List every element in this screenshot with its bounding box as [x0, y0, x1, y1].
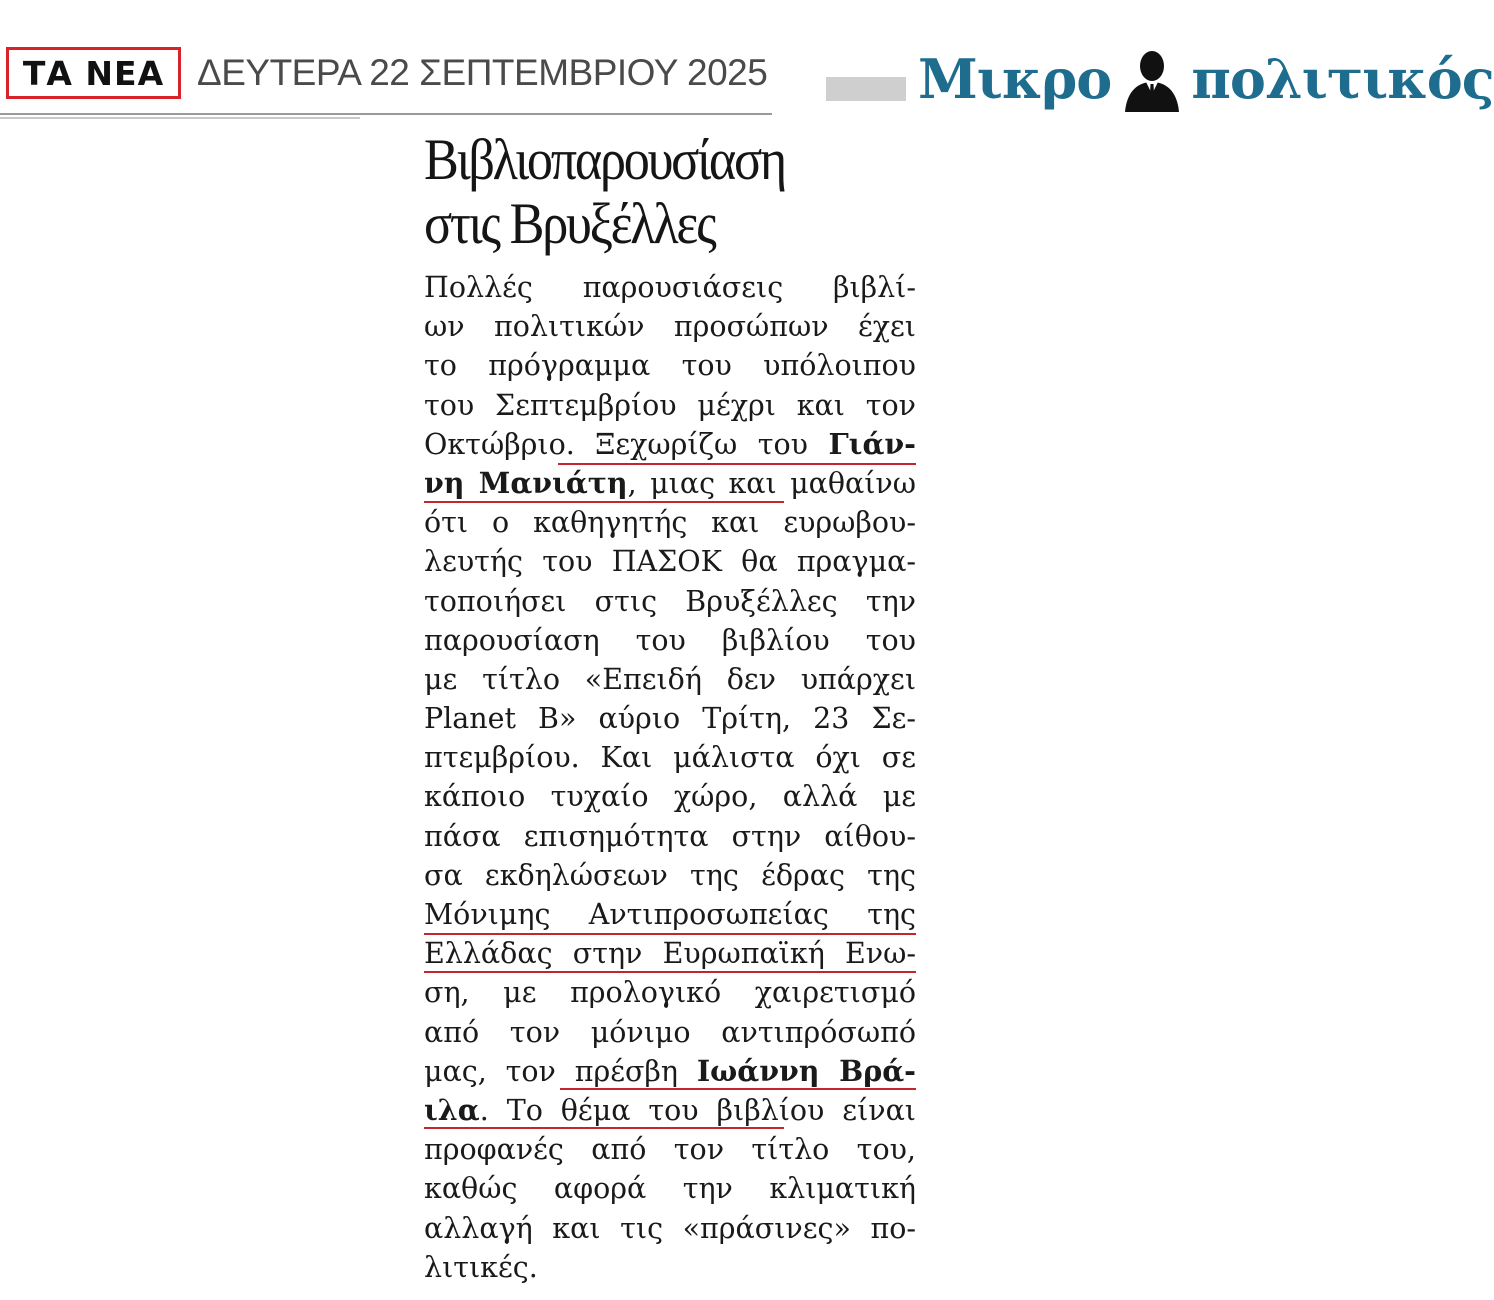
masthead-date: ΔΕΥΤΕΡΑ 22 ΣΕΠΤΕΜΒΡΙΟΥ 2025 [197, 52, 768, 93]
highlight-underline [560, 1088, 916, 1090]
body-line-14: κάποιο τυχαίο χώρο, αλλά με [424, 780, 916, 814]
body-line-4: του Σεπτεμβρίου μέχρι και τον [424, 388, 916, 422]
body-text: Οκτώβριο. Ξεχωρίζω του [424, 427, 829, 461]
headline-line-2: στις Βρυξέλλες [424, 191, 715, 256]
body-line-26: λιτικές. [424, 1250, 538, 1284]
masthead-paper-name: ΤΑ ΝΕΑ [22, 53, 165, 93]
article-headline [424, 128, 892, 256]
suited-man-silhouette-icon [1117, 44, 1187, 114]
body-line-7: ότι ο καθηγητής και ευρωβου- [424, 506, 916, 540]
body-text: . Το θέμα του βιβλίου είναι [479, 1093, 916, 1127]
masthead-paper-box [6, 47, 181, 99]
body-line-19: ση, με προλογικό χαιρετισμό [424, 976, 916, 1010]
body-line-8: λευτής του ΠΑΣΟΚ θα πραγμα- [424, 545, 916, 579]
body-line-17: Μόνιμης Αντιπροσωπείας της [424, 898, 916, 931]
body-line-9: τοποιήσει στις Βρυξέλλες την [424, 584, 916, 618]
body-line-11: με τίτλο «Επειδή δεν υπάρχει [424, 662, 916, 696]
body-line-1: Πολλές παρουσιάσεις βιβλί- [424, 271, 916, 304]
person-name: Ιωάννη Βρά- [696, 1053, 916, 1088]
body-text: , μιας και μαθαίνω [627, 466, 916, 500]
body-line-5 [424, 425, 916, 464]
column-logo [918, 44, 1494, 114]
body-line-13: πτεμβρίου. Και μάλιστα όχι σε [424, 741, 916, 775]
highlight-underline [424, 933, 916, 935]
body-line-16: σα εκδηλώσεων της έδρας της [424, 858, 916, 892]
body-line-2: ων πολιτικών προσώπων έχει [424, 310, 916, 344]
column-name-left: Μικρο [918, 47, 1112, 111]
body-line-20: από τον μόνιμο αντιπρόσωπό [424, 1015, 916, 1049]
body-line-3: το πρόγραμμα του υπόλοιπου [424, 349, 916, 383]
body-line-23: προφανές από τον τίτλο του, [424, 1133, 916, 1167]
body-line-18: Ελλάδας στην Ευρωπαϊκή Ενω- [424, 937, 916, 971]
column-grey-bar [826, 77, 906, 101]
body-line-22 [424, 1091, 916, 1130]
body-line-10: παρουσίαση του βιβλίου του [424, 623, 916, 657]
highlight-underline [424, 971, 916, 973]
person-name: ιλα [424, 1092, 480, 1127]
masthead-rule [0, 113, 772, 115]
article-body [424, 268, 916, 1287]
body-text: μας, τον πρέσβη [424, 1054, 697, 1088]
highlight-underline [424, 1127, 784, 1129]
body-line-12: Planet B» αύριο Τρίτη, 23 Σε- [424, 702, 916, 736]
headline-line-1: Βιβλιοπαρουσίαση [424, 127, 785, 192]
highlight-underline [558, 463, 916, 465]
person-name: νη Μανιάτη [424, 465, 628, 500]
body-line-24: καθώς αφορά την κλιματική [424, 1172, 916, 1206]
body-line-15: πάσα επισημότητα στην αίθου- [424, 819, 916, 853]
highlight-underline [424, 501, 784, 503]
body-line-6 [424, 464, 916, 503]
body-line-21 [424, 1052, 916, 1091]
column-name-right: πολιτικός [1191, 47, 1494, 111]
masthead-rule-secondary [0, 117, 360, 119]
person-name: Γιάν- [828, 426, 916, 461]
body-line-25: αλλαγή και τις «πράσινες» πο- [424, 1211, 916, 1245]
